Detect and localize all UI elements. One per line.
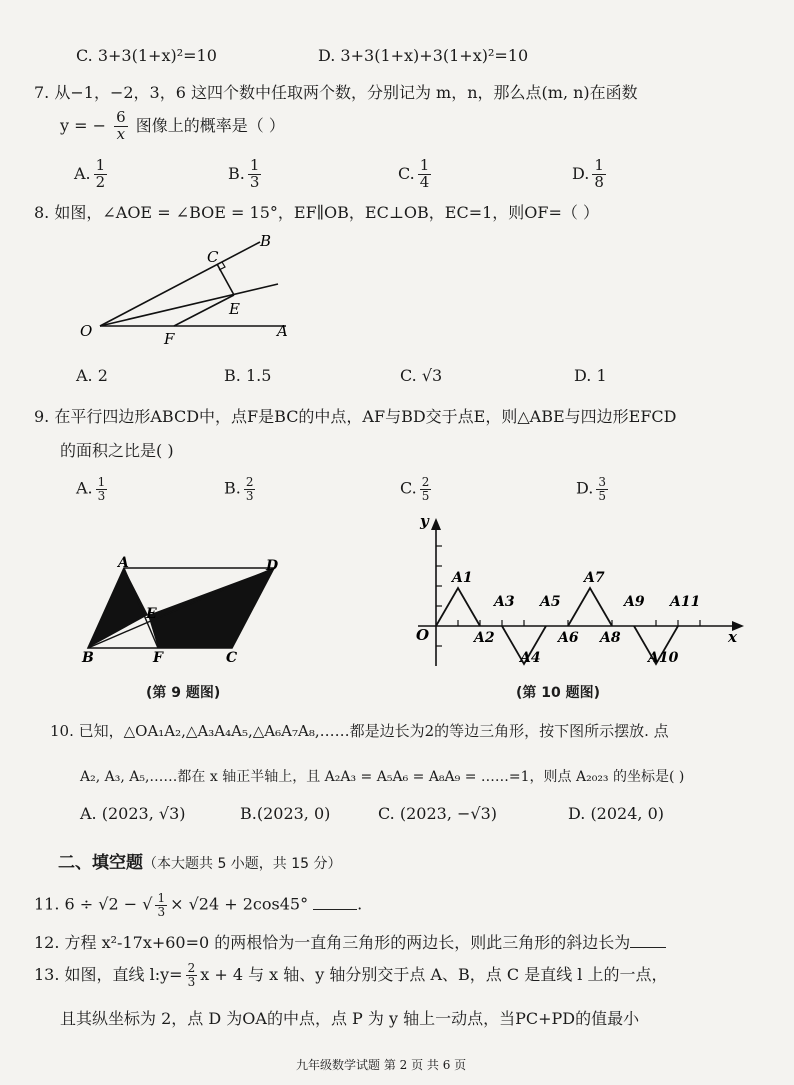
q9-label-c: C bbox=[226, 650, 238, 666]
q8-figure bbox=[64, 228, 304, 356]
q7-option-c[interactable]: C. $\frac{1}{4}$ bbox=[398, 156, 430, 191]
q10-point-a5: A5 bbox=[540, 594, 561, 610]
q13-line1-suffix: x + 4 与 x 轴、y 轴分别交于点 A、B，点 C 是直线 l 上的一点， bbox=[200, 965, 668, 984]
q10-point-a9: A9 bbox=[624, 594, 645, 610]
q10-option-c[interactable]: C. (2023, −√3) bbox=[378, 804, 498, 823]
q10-point-a11: A11 bbox=[670, 594, 701, 610]
q8-label-f: F bbox=[164, 330, 175, 348]
q8-stem: 8. 如图，∠AOE = ∠BOE = 15°，EF∥OB，EC⊥OB，EC=1，则OF=（ ） bbox=[34, 203, 599, 222]
q9-label-d: D bbox=[266, 558, 279, 574]
q7-option-b[interactable]: B. $\frac{1}{3}$ bbox=[228, 156, 260, 191]
q10-option-d[interactable]: D. (2024, 0) bbox=[568, 804, 664, 823]
q9-option-b[interactable]: B. $\frac{2}{3}$ bbox=[224, 475, 254, 503]
q9-stem-line1: 9. 在平行四边形ABCD中，点F是BC的中点，AF与BD交于点E，则△ABE与四边形EFCD bbox=[34, 407, 677, 426]
q13-stem-line2: 且其纵坐标为 2，点 D 为OA的中点，点 P 为 y 轴上一动点，当PC+PD的值最小 bbox=[60, 1009, 640, 1028]
q7-function-prefix: y = − bbox=[60, 115, 107, 135]
q11-fraction: $\frac{1}{3}$ bbox=[157, 891, 166, 919]
q9-label-b: B bbox=[82, 650, 94, 666]
q13-stem-line1 bbox=[34, 962, 668, 989]
q10-option-b[interactable]: B.(2023, 0) bbox=[240, 804, 331, 823]
q13-fraction: $\frac{2}{3}$ bbox=[187, 961, 196, 989]
q11-answer-blank[interactable] bbox=[313, 909, 357, 910]
q10-point-a10: A10 bbox=[648, 650, 679, 666]
q10-option-a[interactable]: A. (2023, √3) bbox=[80, 804, 186, 823]
q7-stem-suffix: 图像上的概率是（ ） bbox=[135, 115, 285, 135]
q10-stem-line2: A₂, A₃, A₅,……都在 x 轴正半轴上，且 A₂A₃ = A₅A₆ = A₈A₉ = ……=1，则点 A₂₀₂₃ 的坐标是( ) bbox=[80, 769, 685, 785]
q7-function-fraction: $\frac{6}{x}$ bbox=[116, 108, 126, 143]
q10-point-a3: A3 bbox=[494, 594, 515, 610]
q7-stem-line2 bbox=[60, 110, 285, 143]
q9-caption: (第 9 题图) bbox=[146, 685, 221, 701]
q6-option-c: C. 3+3(1+x)²=10 bbox=[76, 46, 217, 65]
section2-title: 二、填空题 bbox=[58, 853, 143, 873]
q8-option-a[interactable]: A. 2 bbox=[76, 366, 108, 385]
q11-suffix: × √24 + 2cos45° bbox=[170, 894, 309, 914]
q12-stem bbox=[34, 930, 666, 953]
q9-option-a[interactable]: A. $\frac{1}{3}$ bbox=[76, 475, 106, 503]
q10-stem-line1: 10. 已知，△OA₁A₂,△A₃A₄A₅,△A₆A₇A₈,……都是边长为2的等边三角形，按下图所示摆放. 点 bbox=[50, 722, 669, 740]
q8-option-d[interactable]: D. 1 bbox=[574, 366, 607, 385]
q9-label-a: A bbox=[118, 556, 129, 571]
q12-answer-blank[interactable] bbox=[630, 947, 666, 948]
q9-stem-line2: 的面积之比是( ) bbox=[60, 441, 174, 460]
q10-figure bbox=[408, 516, 744, 676]
q10-axis-x-label: x bbox=[728, 628, 737, 646]
q8-label-c: C bbox=[207, 248, 219, 266]
q13-line1-prefix: 13. 如图，直线 l:y= bbox=[34, 965, 183, 984]
q9-label-e: E bbox=[146, 606, 157, 622]
q10-point-a8: A8 bbox=[600, 630, 621, 646]
q10-caption: (第 10 题图) bbox=[516, 685, 601, 701]
section2-note: （本大题共 5 小题，共 15 分） bbox=[143, 856, 342, 872]
page-footer: 九年级数学试题 第 2 页 共 6 页 bbox=[296, 1058, 467, 1072]
q10-point-a4: A4 bbox=[520, 650, 541, 666]
q12-text: 12. 方程 x²-17x+60=0 的两根恰为一直角三角形的两边长，则此三角形的斜边长为 bbox=[34, 933, 631, 952]
q8-label-a: A bbox=[277, 322, 288, 340]
q7-option-d[interactable]: D. $\frac{1}{8}$ bbox=[572, 156, 604, 191]
q10-point-a2: A2 bbox=[474, 630, 495, 646]
q8-label-e: E bbox=[229, 300, 240, 318]
q10-point-a6: A6 bbox=[558, 630, 579, 646]
q6-option-d: D. 3+3(1+x)+3(1+x)²=10 bbox=[318, 46, 529, 65]
section2-heading bbox=[58, 848, 342, 873]
q9-option-c[interactable]: C. $\frac{2}{5}$ bbox=[400, 475, 430, 503]
q10-point-a7: A7 bbox=[584, 570, 605, 586]
q9-option-d[interactable]: D. $\frac{3}{5}$ bbox=[576, 475, 606, 503]
q9-figure bbox=[76, 556, 296, 668]
q11-stem: 11. 6 ÷ √2 − √ $\frac{1}{3}$ × √24 + 2cos45° . bbox=[34, 891, 363, 919]
q10-origin-label: O bbox=[416, 626, 430, 644]
q10-point-a1: A1 bbox=[452, 570, 473, 586]
q9-label-f: F bbox=[153, 650, 163, 666]
q8-option-c[interactable]: C. √3 bbox=[400, 366, 443, 385]
q11-prefix: 11. 6 ÷ √2 − bbox=[34, 894, 143, 914]
q7-stem-line1: 7. 从−1，−2，3，6 这四个数中任取两个数，分别记为 m，n，那么点(m, n)在函数 bbox=[34, 83, 638, 102]
q10-axis-y-label: y bbox=[420, 516, 429, 530]
q8-label-b: B bbox=[260, 232, 272, 250]
q7-option-a[interactable]: A. $\frac{1}{2}$ bbox=[74, 156, 106, 191]
q8-option-b[interactable]: B. 1.5 bbox=[224, 366, 272, 385]
q8-label-o: O bbox=[80, 322, 93, 340]
